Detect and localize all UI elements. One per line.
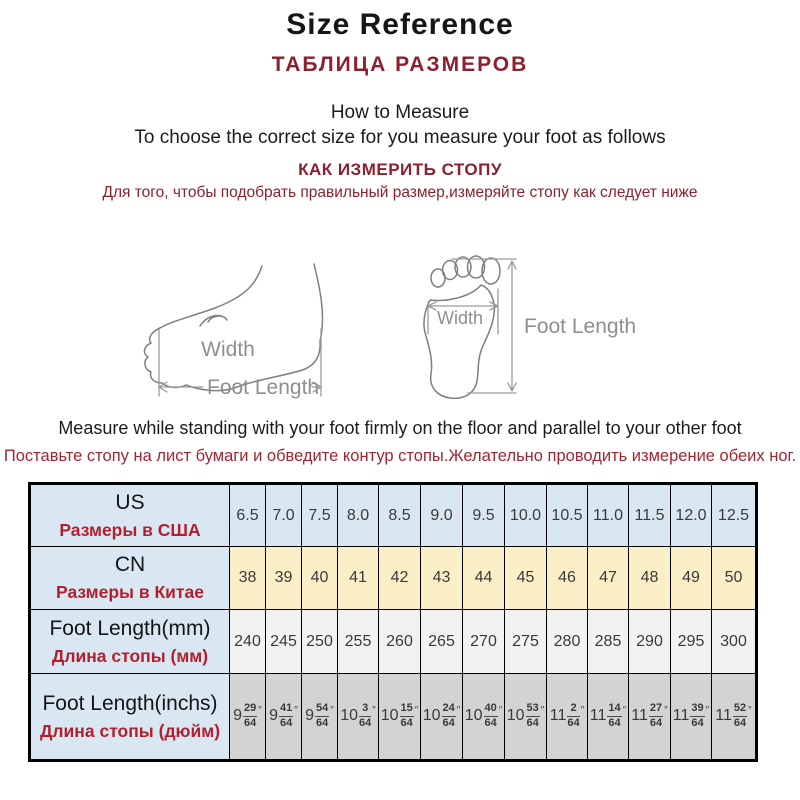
fraction-numerator: 24 <box>442 703 456 717</box>
cell-inch-11 <box>671 674 712 761</box>
fraction-whole: 11 <box>549 707 567 725</box>
cell-cn-0: 38 <box>230 547 266 610</box>
cell-inch-7 <box>505 674 547 761</box>
cell-us-3: 8.0 <box>338 484 379 547</box>
cell-us-2: 7.5 <box>302 484 338 547</box>
row-label-en: Foot Length(mm) <box>49 616 211 640</box>
fraction-whole: 10 <box>340 707 358 725</box>
row-header-us <box>30 484 230 547</box>
cell-cn-8: 46 <box>547 547 588 610</box>
fraction-numerator: 41 <box>279 703 293 717</box>
fraction <box>243 703 257 729</box>
cell-mm-8: 280 <box>547 610 588 674</box>
cell-us-1: 7.0 <box>266 484 302 547</box>
cell-mm-3: 255 <box>338 610 379 674</box>
fraction-denominator: 64 <box>442 717 455 729</box>
fraction-denominator: 64 <box>280 717 293 729</box>
side-foot-width-label: Width <box>201 338 255 361</box>
row-label-en: CN <box>114 553 146 576</box>
foot-measurement-diagrams <box>0 222 800 420</box>
how-to-measure-section <box>0 102 800 202</box>
inch-mark: ″ <box>580 705 585 717</box>
cell-inch-9 <box>588 674 629 761</box>
inch-mark: ″ <box>748 705 752 717</box>
cell-cn-4: 42 <box>379 547 421 610</box>
cell-cn-6: 44 <box>463 547 505 610</box>
cell-inch-12 <box>712 674 757 761</box>
row-header-inch <box>30 674 230 761</box>
fraction <box>279 703 293 729</box>
cell-inch-1 <box>266 674 302 761</box>
fraction-denominator: 64 <box>691 717 704 729</box>
fraction-denominator: 64 <box>733 717 747 729</box>
fraction-denominator: 64 <box>316 717 329 729</box>
cell-us-12: 12.5 <box>712 484 757 547</box>
cell-us-8: 10.5 <box>547 484 588 547</box>
how-to-measure-line-en: To choose the correct size for you measure your foot as follows <box>134 127 666 148</box>
fraction <box>690 703 704 729</box>
cell-us-0: 6.5 <box>230 484 266 547</box>
table-row-mm <box>30 610 757 674</box>
fraction-denominator: 64 <box>649 717 663 729</box>
fraction-whole: 10 <box>506 707 525 725</box>
cell-mm-9: 285 <box>588 610 629 674</box>
inch-mark: ″ <box>622 705 627 717</box>
fraction <box>400 703 414 729</box>
row-label-ru: Длина стопы (мм) <box>51 645 209 666</box>
fraction-numerator: 40 <box>484 703 498 717</box>
fraction-numerator: 27 <box>649 703 663 717</box>
side-foot-length-label: Foot Length <box>207 376 320 399</box>
footprint-width-label: Width <box>436 308 484 328</box>
cell-mm-7: 275 <box>505 610 547 674</box>
cell-us-9: 11.0 <box>588 484 629 547</box>
measure-note-ru: Поставьте стопу на лист бумаги и обведите контур стопы.Желательно проводить измерение обеих ног. <box>3 447 797 465</box>
how-to-measure-line-ru: Для того, чтобы подобрать правильный размер,измеряйте стопу как следует ниже <box>102 184 698 201</box>
fraction <box>442 703 456 729</box>
cell-mm-2: 250 <box>302 610 338 674</box>
cell-inch-5 <box>421 674 463 761</box>
footprint-length-label: Foot Length <box>524 315 637 338</box>
cell-us-11: 12.0 <box>671 484 712 547</box>
fraction-denominator: 64 <box>567 717 580 729</box>
cell-inch-10 <box>629 674 671 761</box>
fraction <box>526 703 540 729</box>
fraction-whole: 10 <box>422 707 441 725</box>
fraction-denominator: 64 <box>484 717 497 729</box>
inch-mark: ″ <box>294 705 298 717</box>
cell-mm-4: 260 <box>379 610 421 674</box>
inch-mark: ″ <box>414 705 419 717</box>
fraction-numerator: 39 <box>690 703 704 717</box>
fraction-whole: 9 <box>305 707 315 725</box>
size-table-body <box>30 484 757 761</box>
cell-us-4: 8.5 <box>379 484 421 547</box>
inch-mark: ″ <box>330 705 334 717</box>
fraction <box>567 703 579 729</box>
cell-cn-5: 43 <box>421 547 463 610</box>
fraction-whole: 9 <box>269 707 279 725</box>
cell-mm-6: 270 <box>463 610 505 674</box>
fraction-denominator: 64 <box>400 717 413 729</box>
row-header-mm <box>30 610 230 674</box>
row-label-ru: Размеры в США <box>59 519 201 540</box>
footprint-diagram <box>424 256 636 398</box>
fraction-whole: 11 <box>589 707 607 725</box>
cell-inch-4 <box>379 674 421 761</box>
fraction <box>315 703 329 729</box>
cell-inch-6 <box>463 674 505 761</box>
how-to-measure-heading-ru: КАК ИЗМЕРИТЬ СТОПУ <box>298 160 502 179</box>
cell-cn-11: 49 <box>671 547 712 610</box>
inch-mark: ″ <box>705 705 710 717</box>
fraction-whole: 11 <box>631 707 648 725</box>
fraction-numerator: 14 <box>607 703 621 717</box>
cell-cn-2: 40 <box>302 547 338 610</box>
how-to-measure-heading-en: How to Measure <box>330 102 470 123</box>
cell-us-5: 9.0 <box>421 484 463 547</box>
inch-mark: ″ <box>498 705 503 717</box>
fraction <box>359 703 371 729</box>
fraction-whole: 11 <box>672 707 690 725</box>
cell-us-6: 9.5 <box>463 484 505 547</box>
fraction-whole: 11 <box>715 707 732 725</box>
cell-mm-5: 265 <box>421 610 463 674</box>
fraction-denominator: 64 <box>526 717 539 729</box>
cell-cn-3: 41 <box>338 547 379 610</box>
cell-mm-10: 290 <box>629 610 671 674</box>
fraction-numerator: 15 <box>400 703 414 717</box>
cell-us-10: 11.5 <box>629 484 671 547</box>
fraction-whole: 10 <box>464 707 483 725</box>
row-header-cn <box>30 547 230 610</box>
cell-cn-1: 39 <box>266 547 302 610</box>
cell-cn-7: 45 <box>505 547 547 610</box>
cell-mm-1: 245 <box>266 610 302 674</box>
cell-inch-3 <box>338 674 379 761</box>
cell-cn-9: 47 <box>588 547 629 610</box>
fraction-whole: 10 <box>380 707 399 725</box>
fraction <box>733 703 747 729</box>
row-label-ru: Длина стопы (дюйм) <box>39 720 221 741</box>
measure-note-en: Measure while standing with your foot firmly on the floor and parallel to your other foot <box>58 418 742 438</box>
fraction <box>649 703 663 729</box>
table-row-us <box>30 484 757 547</box>
inch-mark: ″ <box>372 705 376 717</box>
cell-cn-12: 50 <box>712 547 757 610</box>
fraction-numerator: 53 <box>526 703 540 717</box>
cell-mm-12: 300 <box>712 610 757 674</box>
row-label-en: US <box>115 490 145 514</box>
fraction-numerator: 29 <box>243 703 257 717</box>
cell-mm-0: 240 <box>230 610 266 674</box>
cell-inch-0 <box>230 674 266 761</box>
fraction-denominator: 64 <box>608 717 621 729</box>
fraction <box>607 703 621 729</box>
page-title: Size Reference <box>286 8 514 41</box>
cell-mm-11: 295 <box>671 610 712 674</box>
inch-mark: ″ <box>456 705 461 717</box>
cell-inch-2 <box>302 674 338 761</box>
page-subtitle-ru: ТАБЛИЦА РАЗМЕРОВ <box>271 53 529 76</box>
size-table <box>28 482 758 762</box>
fraction-numerator: 54 <box>315 703 329 717</box>
fraction-numerator: 52 <box>733 703 747 717</box>
inch-mark: ″ <box>540 705 545 717</box>
row-label-ru: Размеры в Китае <box>56 582 204 602</box>
fraction-numerator: 2 <box>567 703 579 717</box>
fraction-denominator: 64 <box>244 717 257 729</box>
table-row-cn <box>30 547 757 610</box>
fraction-denominator: 64 <box>359 717 372 729</box>
cell-cn-10: 48 <box>629 547 671 610</box>
inch-mark: ″ <box>664 705 668 717</box>
table-row-inch <box>30 674 757 761</box>
side-foot-diagram <box>144 264 322 399</box>
fraction <box>484 703 498 729</box>
row-label-en: Foot Length(inchs) <box>42 691 218 715</box>
fraction-numerator: 3 <box>359 703 371 717</box>
fraction-whole: 9 <box>233 707 243 725</box>
inch-mark: ″ <box>258 705 262 717</box>
cell-inch-8 <box>547 674 588 761</box>
cell-us-7: 10.0 <box>505 484 547 547</box>
